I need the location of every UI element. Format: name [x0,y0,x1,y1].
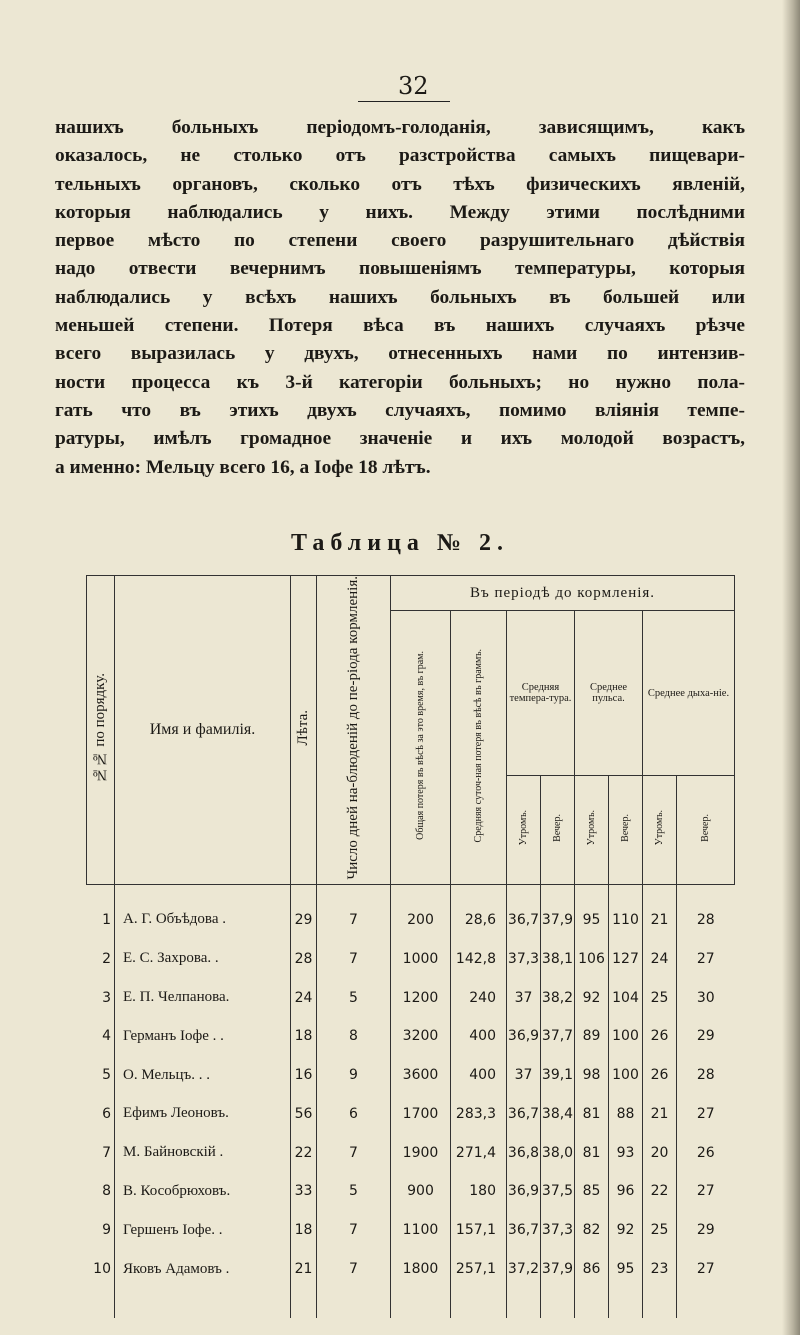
header-days: Число дней на-блюденій до пе-ріода кормленія. [317,576,391,885]
daily-loss-cell: 142,8 [451,939,507,978]
patient-name: Ефимъ Леоновъ. [115,1095,291,1134]
resp-morning-cell: 25 [643,978,677,1017]
daily-loss-cell: 283,3 [451,1095,507,1134]
pulse-morning-cell: 81 [575,1095,609,1134]
body-line: ности процесса къ 3-й категоріи больныхъ; но нужно пола- [55,371,745,393]
daily-loss-cell: 257,1 [451,1250,507,1319]
age-cell: 28 [291,939,317,978]
data-table-wrapper [86,575,734,1317]
temp-evening-cell: 38,1 [541,939,575,978]
patient-name: В. Кособрюховъ. [115,1172,291,1211]
row-number: 6 [102,1105,111,1122]
header-temp-morning: Утромъ. [507,776,541,884]
page-number-rule [358,101,450,102]
days-cell: 7 [317,884,391,939]
patient-name: Гершенъ Іофе. . [115,1211,291,1250]
row-number: 3 [102,989,111,1006]
days-cell: 7 [317,1211,391,1250]
body-line: меньшей степени. Потеря вѣса въ нашихъ случаяхъ рѣзче [55,315,745,337]
temp-evening-cell: 37,7 [541,1017,575,1056]
table-row [87,884,735,939]
temp-evening-cell: 38,0 [541,1133,575,1172]
pulse-evening-cell: 96 [609,1172,643,1211]
patient-name: М. Байновскій . [115,1133,291,1172]
days-cell: 5 [317,1172,391,1211]
table-row [87,1056,735,1095]
table-row [87,939,735,978]
daily-loss-cell: 28,6 [451,884,507,939]
temp-evening-cell: 37,3 [541,1211,575,1250]
days-cell: 9 [317,1056,391,1095]
row-number: 8 [102,1183,111,1200]
patient-name: Е. С. Захрова. . [115,939,291,978]
header-pulse-evening: Вечер. [609,776,643,884]
temp-evening-cell: 38,4 [541,1095,575,1134]
table-row [87,1172,735,1211]
temp-evening-cell: 38,2 [541,978,575,1017]
body-line: надо отвести вечернимъ повышеніямъ температуры, которыя [55,258,745,280]
patient-name: О. Мельцъ. . . [115,1056,291,1095]
resp-morning-cell: 26 [643,1056,677,1095]
daily-loss-cell: 240 [451,978,507,1017]
temp-evening-cell: 37,5 [541,1172,575,1211]
body-line: ратуры, имѣлъ громадное значеніе и ихъ молодой возрастъ, [55,428,745,450]
header-daily-loss: Средняя суточ-ная потеря въ вѣсѣ въ граммъ. [451,611,507,885]
pulse-morning-cell: 89 [575,1017,609,1056]
header-pulse-morning: Утромъ. [575,776,609,884]
resp-evening-cell: 30 [677,978,735,1017]
age-cell: 33 [291,1172,317,1211]
header-resp-morning: Утромъ. [643,776,677,884]
table-row [87,1133,735,1172]
age-cell: 16 [291,1056,317,1095]
days-cell: 7 [317,1133,391,1172]
age-cell: 21 [291,1250,317,1319]
pulse-morning-cell: 98 [575,1056,609,1095]
daily-loss-cell: 271,4 [451,1133,507,1172]
data-table [86,575,735,1318]
pulse-evening-cell: 93 [609,1133,643,1172]
resp-evening-cell: 28 [677,884,735,939]
body-line: оказалось, не столько отъ разстройства самыхъ пищевари- [55,145,745,167]
pulse-morning-cell: 86 [575,1250,609,1319]
resp-evening-cell: 27 [677,1250,735,1319]
header-temp-evening: Вечер. [541,776,575,884]
resp-evening-cell: 29 [677,1211,735,1250]
days-cell: 8 [317,1017,391,1056]
temp-morning-cell: 37,3 [507,939,541,978]
row-number: 10 [93,1261,111,1278]
pulse-evening-cell: 127 [609,939,643,978]
body-line: наблюдались у всѣхъ нашихъ больныхъ въ большей или [55,286,745,308]
pulse-morning-cell: 82 [575,1211,609,1250]
temp-evening-cell: 37,9 [541,884,575,939]
temp-morning-cell: 36,8 [507,1133,541,1172]
pulse-morning-cell: 106 [575,939,609,978]
temp-morning-cell: 36,7 [507,1095,541,1134]
resp-morning-cell: 26 [643,1017,677,1056]
table-row [87,1250,735,1319]
table-row [87,1095,735,1134]
total-loss-cell: 3200 [391,1017,451,1056]
temp-morning-cell: 36,9 [507,1172,541,1211]
pulse-evening-cell: 95 [609,1250,643,1319]
table-title: Таблица № 2. [290,530,510,556]
total-loss-cell: 1800 [391,1250,451,1319]
age-cell: 22 [291,1133,317,1172]
total-loss-cell: 1900 [391,1133,451,1172]
temp-morning-cell: 37,2 [507,1250,541,1319]
patient-name: Яковъ Адамовъ . [115,1250,291,1319]
row-number: 2 [102,950,111,967]
page-edge-shadow [782,0,800,1335]
temp-morning-cell: 37 [507,978,541,1017]
body-line: всего выразилась у двухъ, отнесенныхъ нами по интензив- [55,343,745,365]
pulse-evening-cell: 100 [609,1056,643,1095]
total-loss-cell: 1100 [391,1211,451,1250]
header-total-loss: Общая потеря въ вѣсѣ за это время, въ грам. [391,611,451,885]
page-number: 32 [398,72,429,100]
days-cell: 7 [317,939,391,978]
total-loss-cell: 200 [391,884,451,939]
days-cell: 7 [317,1250,391,1319]
resp-morning-cell: 24 [643,939,677,978]
body-line: а именно: Мельцу всего 16, а Іофе 18 лѣтъ. [55,456,431,478]
resp-morning-cell: 23 [643,1250,677,1319]
resp-evening-cell: 27 [677,1095,735,1134]
resp-morning-cell: 20 [643,1133,677,1172]
pulse-morning-cell: 95 [575,884,609,939]
header-resp-evening: Вечер. [677,776,735,884]
patient-name: А. Г. Объѣдова . [115,884,291,939]
table-row [87,1211,735,1250]
total-loss-cell: 1000 [391,939,451,978]
row-number: 4 [102,1028,111,1045]
header-respiration: Среднее дыха-ніе. [643,611,735,776]
resp-morning-cell: 25 [643,1211,677,1250]
body-paragraph [55,114,745,482]
resp-evening-cell: 29 [677,1017,735,1056]
total-loss-cell: 3600 [391,1056,451,1095]
pulse-evening-cell: 88 [609,1095,643,1134]
body-line: нашихъ больныхъ періодомъ-голоданія, зависящимъ, какъ [55,117,745,138]
total-loss-cell: 900 [391,1172,451,1211]
table-row [87,978,735,1017]
temp-morning-cell: 36,7 [507,884,541,939]
header-period: Въ періодѣ до кормленія. [391,576,735,611]
daily-loss-cell: 400 [451,1056,507,1095]
body-line: гать что въ этихъ двухъ случаяхъ, помимо вліянія темпе- [55,399,745,421]
temp-evening-cell: 39,1 [541,1056,575,1095]
pulse-morning-cell: 85 [575,1172,609,1211]
age-cell: 29 [291,884,317,939]
pulse-morning-cell: 92 [575,978,609,1017]
temp-morning-cell: 36,7 [507,1211,541,1250]
temp-morning-cell: 36,9 [507,1017,541,1056]
age-cell: 18 [291,1017,317,1056]
temp-morning-cell: 37 [507,1056,541,1095]
row-number: 5 [102,1067,111,1084]
patient-name: Германъ Іофе . . [115,1017,291,1056]
pulse-evening-cell: 104 [609,978,643,1017]
age-cell: 18 [291,1211,317,1250]
pulse-evening-cell: 92 [609,1211,643,1250]
resp-evening-cell: 28 [677,1056,735,1095]
pulse-morning-cell: 81 [575,1133,609,1172]
pulse-evening-cell: 110 [609,884,643,939]
body-line: первое мѣсто по степени своего разрушительнаго дѣйствія [55,230,745,252]
resp-evening-cell: 26 [677,1133,735,1172]
days-cell: 5 [317,978,391,1017]
age-cell: 56 [291,1095,317,1134]
resp-morning-cell: 21 [643,1095,677,1134]
temp-evening-cell: 37,9 [541,1250,575,1319]
total-loss-cell: 1200 [391,978,451,1017]
pulse-evening-cell: 100 [609,1017,643,1056]
days-cell: 6 [317,1095,391,1134]
table-row [87,1017,735,1056]
body-line: тельныхъ органовъ, сколько отъ тѣхъ физическихъ явленій, [55,173,745,195]
row-number: 9 [102,1222,111,1239]
resp-evening-cell: 27 [677,939,735,978]
age-cell: 24 [291,978,317,1017]
header-pulse: Среднее пульса. [575,611,643,776]
resp-morning-cell: 21 [643,884,677,939]
row-number: 7 [102,1144,111,1161]
header-number: №№ по порядку. [87,576,115,885]
resp-evening-cell: 27 [677,1172,735,1211]
header-name: Имя и фамилія. [115,576,291,885]
row-number: 1 [102,911,111,928]
daily-loss-cell: 180 [451,1172,507,1211]
daily-loss-cell: 400 [451,1017,507,1056]
header-temperature: Средняя темпера-тура. [507,611,575,776]
patient-name: Е. П. Челпанова. [115,978,291,1017]
resp-morning-cell: 22 [643,1172,677,1211]
total-loss-cell: 1700 [391,1095,451,1134]
daily-loss-cell: 157,1 [451,1211,507,1250]
header-age: Лѣта. [291,576,317,885]
body-line: которыя наблюдались у нихъ. Между этими послѣдними [55,201,745,223]
